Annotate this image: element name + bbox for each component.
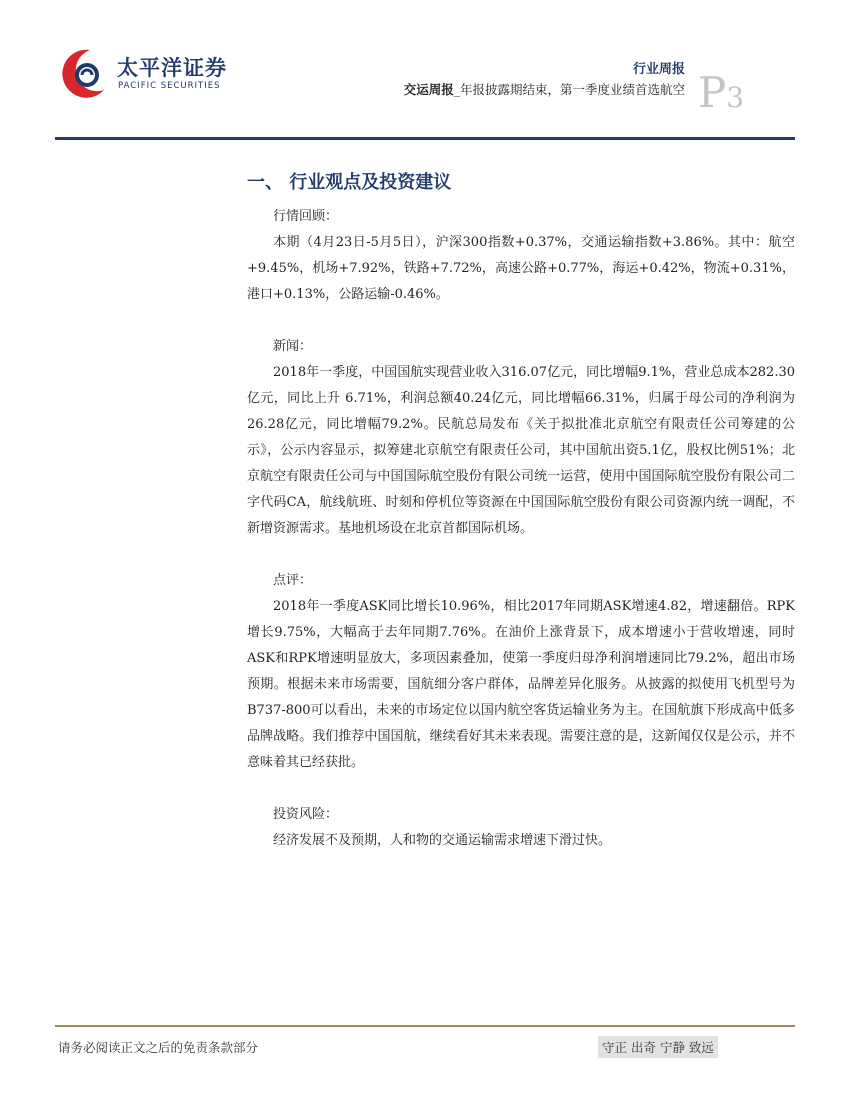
page-number-prefix: P [698, 68, 727, 117]
company-logo [60, 46, 240, 106]
market-review-text: 本期（4月23日-5月5日），沪深300指数+0.37%，交通运输指数+3.86%。其中：航空+9.45%，机场+7.92%，铁路+7.72%，高速公路+0.77%，海运+0.42%，物流+0.31%，港口+0.13%，公路运输-0.46%。 [247, 235, 795, 302]
comment-text: 2018年一季度ASK同比增长10.96%，相比2017年同期ASK增速4.82，增速翻倍。RPK增长9.75%，大幅高于去年同期7.76%。在油价上涨背景下，成本增速小于营收增速，同时ASK和RPK增速明显放大，多项因素叠加，使第一季度归母净利润增速同比79.2%，超出市场预期。根据未来市场需要，国航细分客户群体，品牌差异化服务。从披露的拟使用飞机型号为B737-800可以看出，未来的市场定位以国内航空客货运输业务为主。在国航旗下形成高中低多品牌战略。我们推荐中国国航，继续看好其未来表现。需要注意的是，这新闻仅仅是公示，并不意味着其已经获批。 [247, 599, 795, 770]
risk-text: 经济发展不及预期，人和物的交通运输需求增速下滑过快。 [273, 833, 612, 848]
report-title-bold: 交运周报 [403, 82, 454, 97]
footer-divider [55, 1025, 795, 1027]
comment-label: 点评： [273, 573, 313, 588]
section-title: 一、 行业观点及投资建议 [247, 172, 452, 193]
report-title [404, 80, 685, 98]
risk-label: 投资风险： [273, 807, 339, 822]
footer-motto: 守正 出奇 宁静 致远 [598, 1036, 718, 1058]
logo-chinese-name: 太平洋证券 [117, 56, 227, 80]
pacific-securities-logo-icon [60, 46, 110, 102]
header-divider [55, 137, 795, 140]
logo-english-name: PACIFIC SECURITIES [118, 81, 221, 91]
page-number [698, 68, 745, 117]
page-number-value: 3 [726, 81, 745, 114]
report-title-rest: _年报披露期结束，第一季度业绩首选航空 [453, 82, 685, 97]
report-type: 行业周报 [632, 62, 685, 77]
news-label: 新闻： [273, 339, 313, 354]
report-body [247, 204, 795, 854]
market-review-label: 行情回顾： [273, 209, 339, 224]
footer-disclaimer: 请务必阅读正文之后的免责条款部分 [58, 1040, 259, 1055]
news-text: 2018年一季度，中国国航实现营业收入316.07亿元，同比增幅9.1%，营业总成本282.30 亿元，同比上升 6.71%，利润总额40.24亿元，同比增幅66.31%，归属于母公司的净利润为26.28亿元，同比增幅79.2%。民航总局发布《关于拟批准北京航空有限责任公司筹建的公示》，公示内容显示，拟筹建北京航空有限责任公司，其中国航出资5.1亿，股权比例51%；北京航空有限责任公司与中国国际航空股份有限公司统一运营，使用中国国际航空股份有限公司二字代码CA，航线航班、时刻和停机位等资源在中国国际航空股份有限公司资源内统一调配，不新增资源需求。基地机场设在北京首都国际机场。 [247, 365, 795, 536]
